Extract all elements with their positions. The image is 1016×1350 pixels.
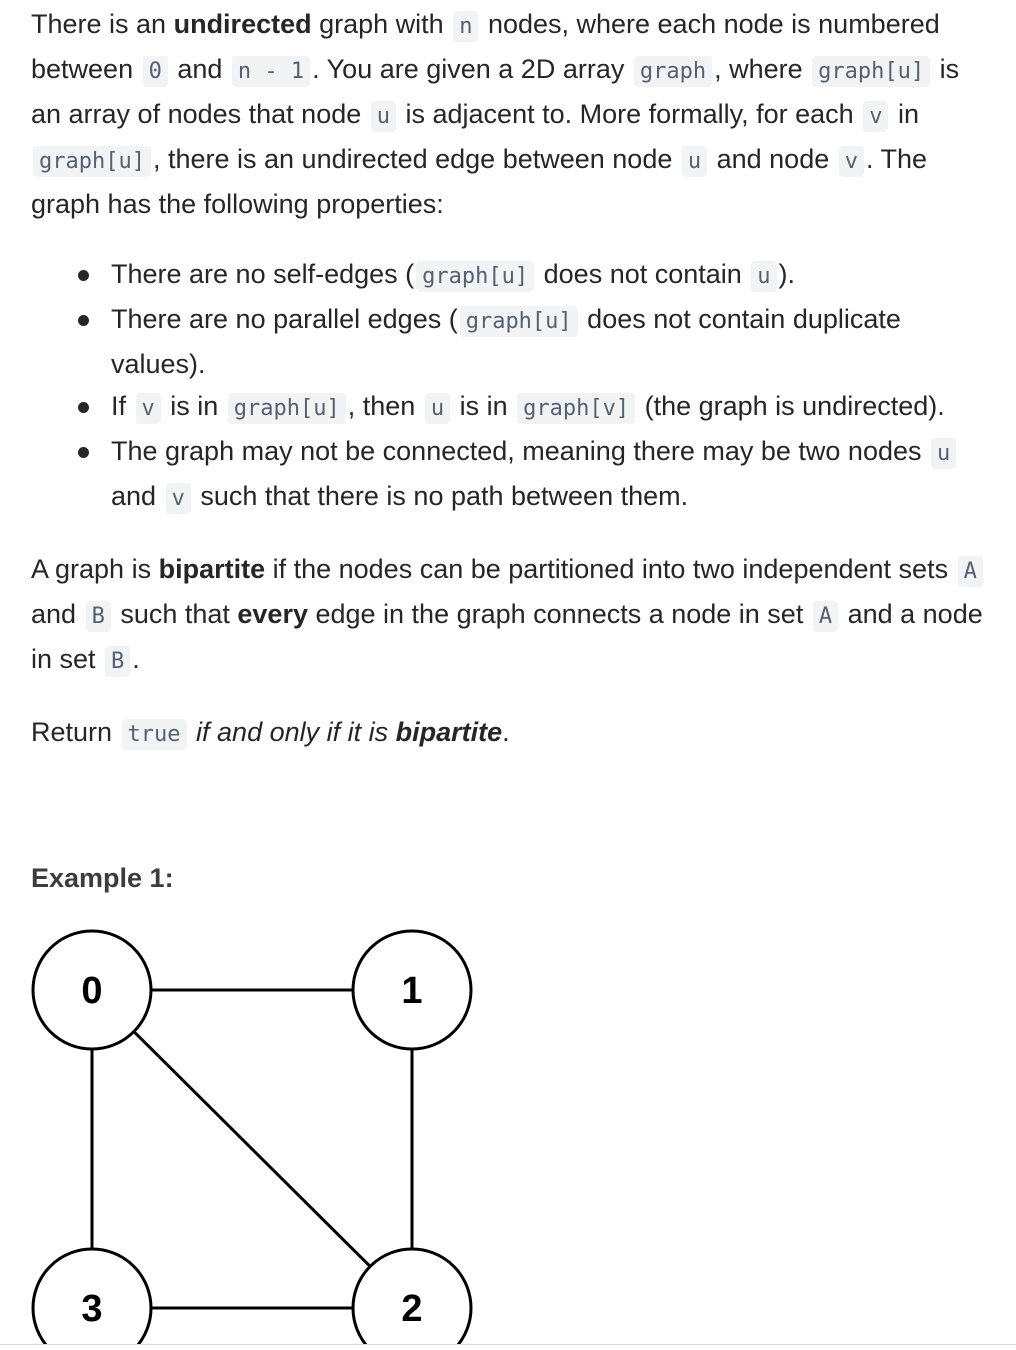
code-true: true (122, 719, 187, 750)
text: edge in the graph connects a node in set (307, 599, 811, 629)
text: nodes, where each node is numbered between (31, 9, 940, 84)
bottom-divider (0, 1344, 1016, 1345)
node-label: 0 (81, 970, 103, 1012)
code-graph-u: graph[u] (228, 393, 346, 424)
node-label: 2 (401, 1288, 423, 1330)
text: There are no parallel edges ( (111, 304, 458, 334)
code-graph-u: graph[u] (416, 261, 534, 292)
code-u: u (751, 261, 776, 292)
text: (the graph is undirected). (637, 391, 945, 421)
text: in (890, 99, 919, 129)
text: and node (709, 144, 837, 174)
code-v: v (166, 483, 191, 514)
bold-bipartite: bipartite (395, 717, 503, 747)
text: Return (31, 717, 120, 747)
text: , there is an undirected edge between node (152, 144, 680, 174)
text: is an array of nodes that node (31, 54, 960, 129)
text: is in (452, 391, 516, 421)
text: and (111, 481, 164, 511)
bold-bipartite: bipartite (158, 554, 266, 584)
node-2 (353, 1249, 471, 1350)
text: . (132, 644, 140, 674)
text: , then (347, 391, 423, 421)
text: if the nodes can be partitioned into two independent sets (265, 554, 956, 584)
text: , where (714, 54, 811, 84)
text: ). (778, 259, 796, 289)
code-graph-v: graph[v] (517, 393, 635, 424)
text: . (502, 717, 510, 747)
code-u: u (682, 146, 707, 177)
text: does not contain (536, 259, 750, 289)
text: . The graph has the following properties: (31, 144, 928, 219)
code-v: v (136, 393, 161, 424)
text: and a node in set (31, 599, 983, 674)
text: does not contain duplicate values). (111, 304, 901, 379)
text: and (31, 599, 84, 629)
code-n-minus-1: n - 1 (232, 56, 310, 87)
code-set-a: A (813, 601, 838, 632)
code-zero: 0 (143, 56, 168, 87)
example-title: Example 1: (31, 863, 174, 893)
edge-0-2 (92, 990, 412, 1308)
node-label: 3 (81, 1288, 103, 1330)
italic-text: if and only if it is (188, 717, 396, 747)
code-u: u (371, 101, 396, 132)
code-u: u (931, 438, 956, 469)
text: such that (112, 599, 238, 629)
text: The graph may not be connected, meaning there may be two nodes (111, 436, 930, 466)
code-graph-u: graph[u] (33, 146, 151, 177)
code-n: n (453, 11, 478, 42)
code-graph-u: graph[u] (812, 56, 930, 87)
text: If (111, 391, 134, 421)
text: is in (162, 391, 226, 421)
text: graph with (311, 9, 452, 39)
code-v: v (863, 101, 888, 132)
node-0 (33, 931, 151, 1049)
bold-undirected: undirected (173, 9, 312, 39)
code-set-b: B (86, 601, 111, 632)
bold-every: every (237, 599, 308, 629)
code-set-a: A (958, 556, 983, 587)
text: There is an (31, 9, 174, 39)
code-v: v (839, 146, 864, 177)
code-graph-u: graph[u] (460, 306, 578, 337)
text: A graph is (31, 554, 159, 584)
text: and (169, 54, 230, 84)
node-3 (33, 1249, 151, 1350)
code-set-b: B (105, 646, 130, 677)
code-u: u (425, 393, 450, 424)
node-1 (353, 931, 471, 1049)
code-graph: graph (634, 56, 712, 87)
text: There are no self-edges ( (111, 259, 415, 289)
node-label: 1 (401, 970, 423, 1012)
text: . You are given a 2D array (312, 54, 632, 84)
text: such that there is no path between them. (192, 481, 689, 511)
text: is adjacent to. More formally, for each (398, 99, 862, 129)
